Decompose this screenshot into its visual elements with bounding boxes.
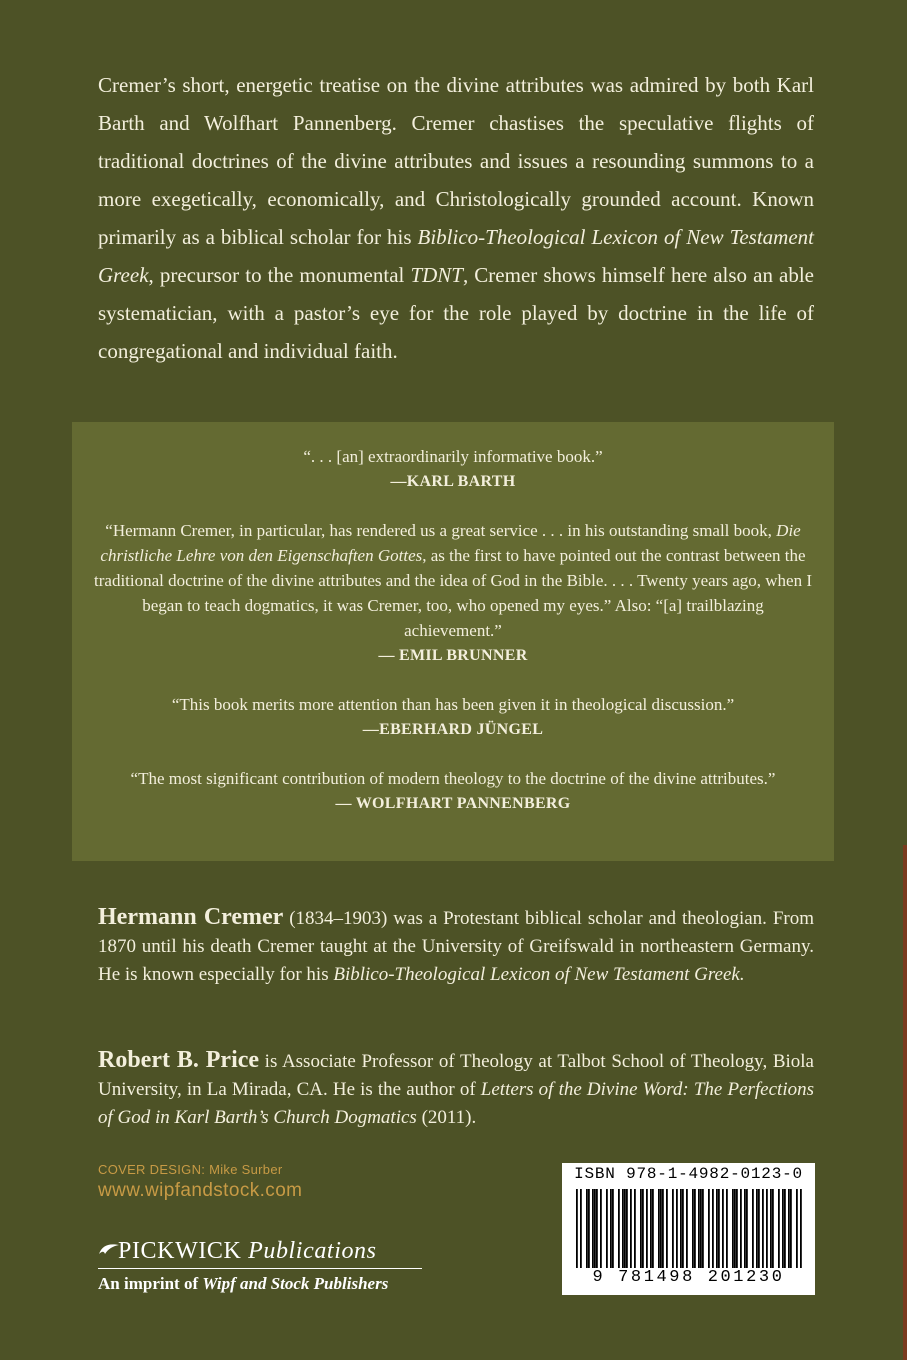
text-run: , Cremer shows himself here also an able systematician, with a pastor’s eye for the role played by doctrine in the life of congregational and individual faith.	[98, 263, 814, 363]
barcode-bar	[626, 1189, 628, 1277]
barcode-bar	[712, 1189, 714, 1277]
text-run: (1834–1903) was a Protestant biblical scholar and theologian. From 1870 until his death Cremer taught at the University of Greifswald in northeastern Germany. He is known especially for his	[98, 908, 814, 985]
italic-title: Letters of the Divine Word: The Perfections of God in Karl Barth’s Church Dogmatics	[98, 1079, 814, 1128]
publisher-logo	[98, 1236, 422, 1297]
barcode-bar	[788, 1189, 790, 1277]
endorsement-3	[72, 692, 834, 742]
barcode-bar	[686, 1189, 688, 1277]
barcode-bar	[666, 1189, 668, 1277]
barcode-bar	[612, 1189, 614, 1277]
quote-text	[93, 518, 813, 643]
quote-author: — EMIL BRUNNER	[378, 647, 528, 664]
barcode-bar	[722, 1189, 724, 1277]
barcode-bar	[694, 1189, 696, 1277]
barcode-bar	[676, 1189, 678, 1277]
italic-title: Biblico-Theological Lexicon of New Testament Greek.	[333, 964, 745, 985]
endorsement-2	[72, 518, 834, 668]
isbn-barcode	[562, 1163, 815, 1295]
bird-logo-icon	[98, 1242, 120, 1256]
barcode-bar	[692, 1189, 694, 1277]
barcode-bar	[716, 1189, 718, 1277]
barcode-bar	[744, 1189, 746, 1277]
barcode-bar	[642, 1189, 644, 1277]
barcode-bar	[600, 1189, 602, 1277]
barcode-bar	[736, 1189, 738, 1277]
barcode-bar	[580, 1189, 582, 1277]
barcode-bar	[800, 1189, 802, 1277]
barcode-bar	[592, 1189, 594, 1277]
barcode-bar	[610, 1189, 612, 1277]
imprint-prefix: An imprint of	[98, 1274, 199, 1293]
barcode-bar	[630, 1189, 632, 1277]
barcode-bar	[618, 1189, 620, 1277]
barcode-bar	[586, 1189, 588, 1277]
barcode-bar	[758, 1189, 760, 1277]
spine-edge	[903, 845, 907, 1360]
barcode-bar	[734, 1189, 736, 1277]
barcode-bar	[770, 1189, 772, 1277]
barcode-bar	[646, 1189, 648, 1277]
author-name: Hermann Cremer	[98, 904, 284, 930]
barcode-bar	[702, 1189, 704, 1277]
barcode-bar	[650, 1189, 652, 1277]
italic-title: TDNT	[410, 263, 463, 287]
quote-text	[93, 444, 813, 469]
endorsement-1	[72, 444, 834, 494]
barcode-bar	[594, 1189, 596, 1277]
text-run: is Associate Professor of Theology at Talbot School of Theology, Biola University, in La Mirada, CA. He is the author of	[98, 1051, 814, 1100]
barcode-bar	[640, 1189, 642, 1277]
barcode-bar	[652, 1189, 654, 1277]
barcode-bar	[752, 1189, 754, 1277]
imprint-name: Wipf and Stock Publishers	[202, 1274, 389, 1293]
barcode-bar	[756, 1189, 758, 1277]
barcode-bar	[732, 1189, 734, 1277]
barcode-bar	[796, 1189, 798, 1277]
barcode-bar	[596, 1189, 598, 1277]
barcode-bar	[718, 1189, 720, 1277]
credits	[98, 1161, 302, 1203]
barcode-bar	[790, 1189, 792, 1277]
barcode-bar	[624, 1189, 626, 1277]
barcode-bar	[658, 1189, 660, 1277]
text-run: “The most significant contribution of modern theology to the doctrine of the divine attributes.”	[130, 769, 776, 788]
barcode-digits: 9 781498 201230	[562, 1268, 815, 1287]
publisher-website[interactable]: www.wipfandstock.com	[98, 1180, 303, 1201]
text-run: (2011).	[416, 1107, 477, 1128]
barcode-bar	[784, 1189, 786, 1277]
publisher-name	[98, 1236, 422, 1269]
barcode-bar	[782, 1189, 784, 1277]
barcode-bar	[698, 1189, 700, 1277]
author-bio	[98, 903, 814, 989]
barcode-bar	[622, 1189, 624, 1277]
barcode-bar	[726, 1189, 728, 1277]
text-run: , as the first to have pointed out the contrast between the traditional doctrine of the divine attributes and the idea of God in the Bible. . . . Twenty years ago, when I began to teach dogmatics, it was Cremer, too, who opened my eyes.” Also: “[a] trailblazing achievement.”	[94, 546, 812, 640]
barcode-bar	[740, 1189, 742, 1277]
barcode-bar	[700, 1189, 702, 1277]
endorsement-4	[72, 766, 834, 816]
editor-bio	[98, 1046, 814, 1132]
barcode-bar	[660, 1189, 662, 1277]
quote-text	[93, 692, 813, 717]
text-run: “Hermann Cremer, in particular, has rendered us a great service . . . in his outstanding small book,	[105, 521, 777, 540]
text-run: “. . . [an] extraordinarily informative book.”	[303, 447, 603, 466]
cover-design-credit: COVER DESIGN: Mike Surber	[98, 1162, 283, 1177]
barcode-bars	[576, 1189, 802, 1277]
barcode-bar	[778, 1189, 780, 1277]
quote-author: — WOLFHART PANNENBERG	[335, 795, 571, 812]
italic-title: Biblico-Theological Lexicon of New Testament Greek	[98, 225, 814, 287]
isbn-label: ISBN 978-1-4982-0123-0	[574, 1165, 803, 1183]
barcode-bar	[672, 1189, 674, 1277]
quote-author: —KARL BARTH	[390, 473, 516, 490]
quote-author: —EBERHARD JÜNGEL	[362, 721, 544, 738]
barcode-bar	[708, 1189, 710, 1277]
barcode-bar	[762, 1189, 764, 1277]
barcode-bar	[662, 1189, 664, 1277]
editor-name: Robert B. Price	[98, 1047, 260, 1073]
barcode-bar	[766, 1189, 768, 1277]
text-run: Cremer’s short, energetic treatise on the divine attributes was admired by both Karl Barth and Wolfhart Pannenberg. Cremer chastises the speculative flights of traditional doctrines of the divine attributes and issues a resounding summons to a more exegetically, economically, and Christologically grounded account. Known primarily as a biblical scholar for his	[98, 73, 814, 249]
barcode-bar	[588, 1189, 590, 1277]
barcode-bar	[680, 1189, 682, 1277]
barcode-bar	[634, 1189, 636, 1277]
imprint-line	[98, 1271, 422, 1297]
book-description	[98, 66, 814, 370]
barcode-bar	[682, 1189, 684, 1277]
text-run: “This book merits more attention than has been given it in theological discussion.”	[171, 695, 735, 714]
barcode-bar	[772, 1189, 774, 1277]
text-run: , precursor to the monumental	[148, 263, 411, 287]
quote-text	[93, 766, 813, 791]
barcode-bar	[576, 1189, 578, 1277]
publisher-name-suffix: Publications	[248, 1238, 377, 1264]
publisher-name-main: PICKWICK	[118, 1238, 242, 1264]
endorsements-panel	[72, 422, 834, 861]
barcode-bar	[746, 1189, 748, 1277]
italic-title: Die christliche Lehre von den Eigenschaften Gottes	[100, 521, 801, 565]
barcode-bar	[606, 1189, 608, 1277]
